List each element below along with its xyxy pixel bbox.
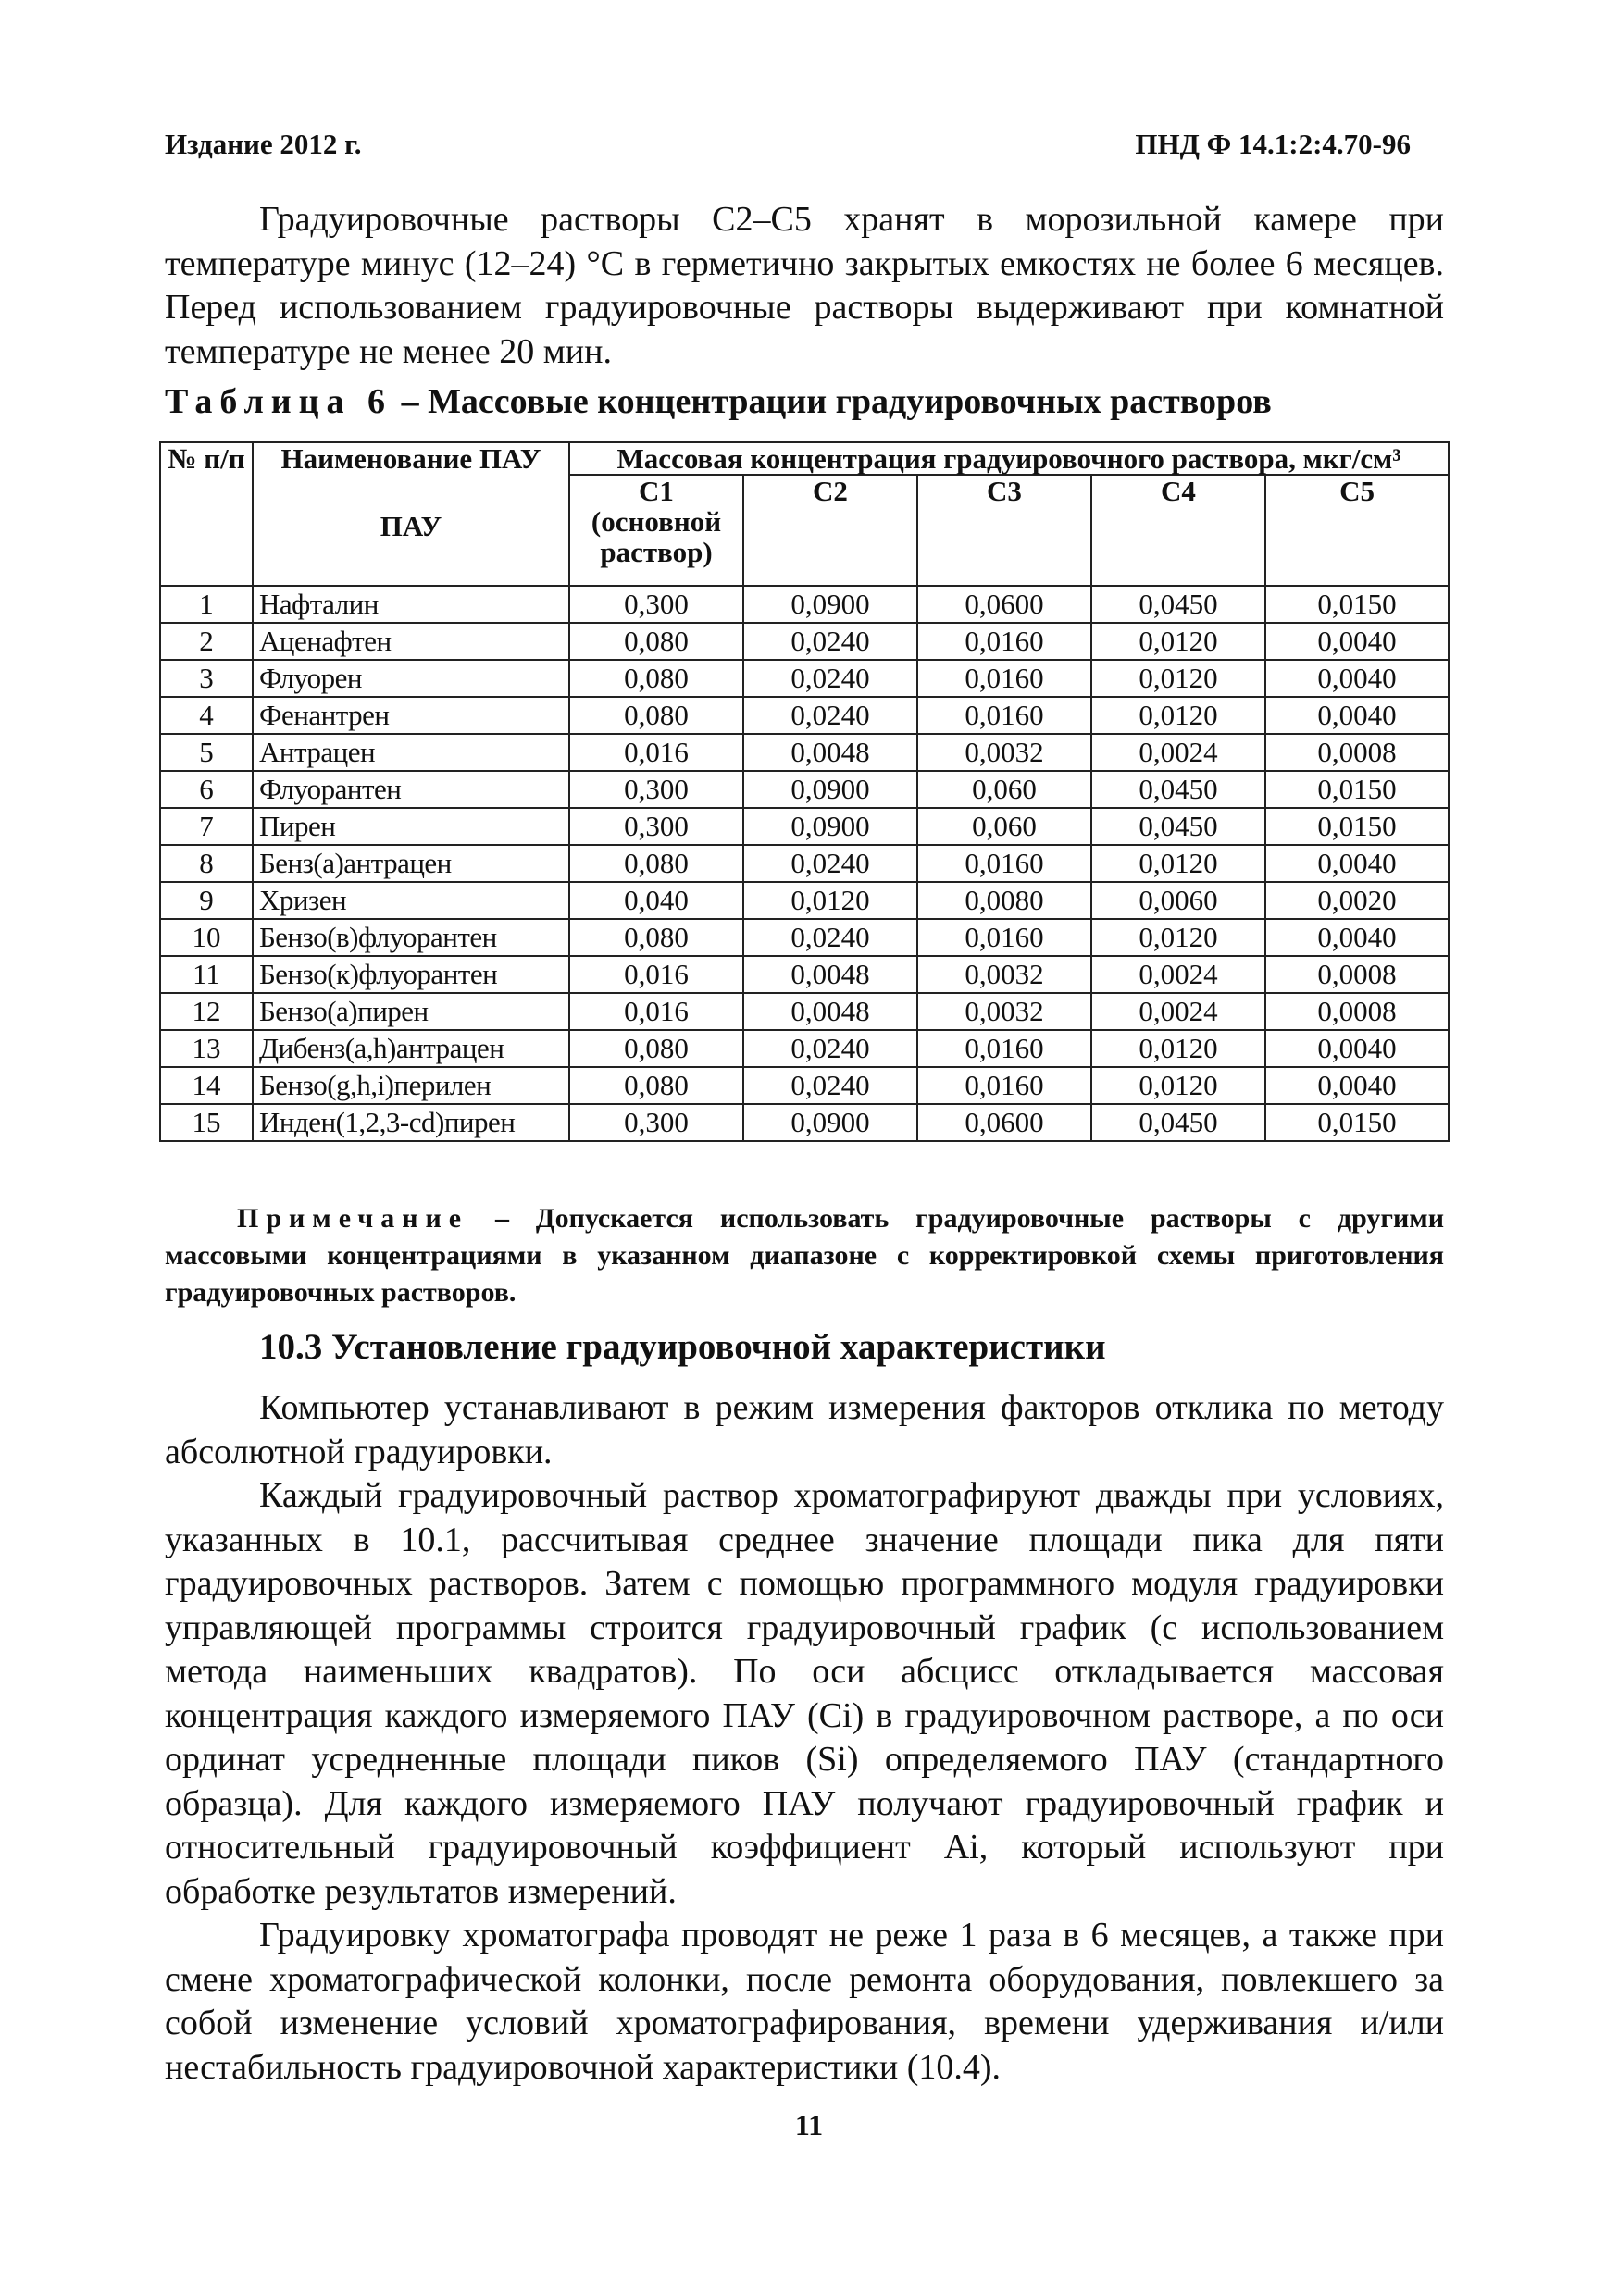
value-c1: 0,016	[569, 993, 743, 1030]
value-c1: 0,016	[569, 956, 743, 993]
value-c3: 0,0032	[917, 993, 1091, 1030]
value-c4: 0,0120	[1091, 1030, 1265, 1067]
value-c3: 0,0600	[917, 1104, 1091, 1141]
substance-name: Инден(1,2,3-cd)пирен	[253, 1104, 569, 1141]
value-c5: 0,0150	[1265, 1104, 1449, 1141]
header-c1-label: С1	[639, 475, 674, 507]
row-number: 12	[160, 993, 253, 1030]
value-c5: 0,0040	[1265, 623, 1449, 660]
substance-name: Бензо(g,h,i)перилен	[253, 1067, 569, 1104]
row-number: 7	[160, 808, 253, 845]
value-c5: 0,0150	[1265, 586, 1449, 623]
header-c1-note: (основной раствор)	[591, 505, 722, 568]
value-c2: 0,0048	[743, 956, 917, 993]
value-c2: 0,0900	[743, 808, 917, 845]
table-row	[160, 660, 1449, 697]
table-row	[160, 1030, 1449, 1067]
value-c3: 0,0160	[917, 919, 1091, 956]
value-c5: 0,0040	[1265, 1030, 1449, 1067]
table-row	[160, 845, 1449, 882]
value-c1: 0,080	[569, 919, 743, 956]
value-c4: 0,0450	[1091, 771, 1265, 808]
value-c2: 0,0048	[743, 993, 917, 1030]
value-c2: 0,0048	[743, 734, 917, 771]
value-c3: 0,0600	[917, 586, 1091, 623]
page-number: 11	[794, 2108, 824, 2141]
value-c1: 0,040	[569, 882, 743, 919]
substance-name: Хризен	[253, 882, 569, 919]
substance-name: Антрацен	[253, 734, 569, 771]
value-c3: 0,0160	[917, 1030, 1091, 1067]
value-c1: 0,300	[569, 771, 743, 808]
header-c3: С3	[917, 475, 1091, 586]
row-number: 11	[160, 956, 253, 993]
value-c5: 0,0040	[1265, 845, 1449, 882]
header-mass-concentration: Массовая концентрация градуировочного раствора, мкг/см³	[569, 442, 1449, 475]
value-c5: 0,0150	[1265, 771, 1449, 808]
value-c4: 0,0450	[1091, 808, 1265, 845]
header-row-number: № п/п	[160, 442, 253, 586]
edition-label: Издание 2012 г.	[165, 128, 362, 160]
value-c2: 0,0900	[743, 1104, 917, 1141]
value-c3: 0,0160	[917, 845, 1091, 882]
value-c4: 0,0450	[1091, 1104, 1265, 1141]
value-c3: 0,0160	[917, 697, 1091, 734]
header-substance-name	[253, 442, 569, 586]
table-title-text: – Массовые концентрации градуировочных растворов	[392, 382, 1272, 421]
value-c5: 0,0020	[1265, 882, 1449, 919]
paragraph: Градуировку хроматографа проводят не реже 1 раза в 6 месяцев, а также при смене хроматографической колонки, после ремонта оборудования, повлекшего за собой изменение условий хроматографирования, времени удерживания и/или нестабильность градуировочной характеристики (10.4).	[165, 1916, 1444, 2087]
row-number: 2	[160, 623, 253, 660]
row-number: 5	[160, 734, 253, 771]
section-heading: 10.3 Установление градуировочной характеристики	[259, 1327, 1106, 1367]
header-c5: С5	[1265, 475, 1449, 586]
substance-name: Флуорантен	[253, 771, 569, 808]
value-c1: 0,300	[569, 586, 743, 623]
value-c2: 0,0240	[743, 919, 917, 956]
value-c2: 0,0240	[743, 1030, 917, 1067]
value-c3: 0,0160	[917, 623, 1091, 660]
table-row	[160, 956, 1449, 993]
row-number: 1	[160, 586, 253, 623]
table-row	[160, 697, 1449, 734]
table-row	[160, 734, 1449, 771]
value-c4: 0,0120	[1091, 623, 1265, 660]
note-text: – Допускается использовать градуировочные растворы с другими массовыми концентрациями в указанном диапазоне с корректировкой схемы приготовления градуировочных растворов.	[165, 1203, 1444, 1308]
substance-name: Бензо(к)флуорантен	[253, 956, 569, 993]
table-title	[165, 381, 1461, 422]
row-number: 4	[160, 697, 253, 734]
value-c4: 0,0120	[1091, 919, 1265, 956]
substance-name: Дибенз(a,h)антрацен	[253, 1030, 569, 1067]
value-c5: 0,0008	[1265, 956, 1449, 993]
value-c4: 0,0024	[1091, 734, 1265, 771]
calibration-section	[165, 1386, 1444, 2090]
value-c4: 0,0450	[1091, 586, 1265, 623]
substance-name: Нафталин	[253, 586, 569, 623]
value-c3: 0,0160	[917, 1067, 1091, 1104]
value-c3: 0,060	[917, 808, 1091, 845]
row-number: 15	[160, 1104, 253, 1141]
table-title-label: Таблица 6	[165, 382, 393, 421]
value-c1: 0,080	[569, 623, 743, 660]
value-c1: 0,300	[569, 1104, 743, 1141]
substance-name: Пирен	[253, 808, 569, 845]
value-c2: 0,0900	[743, 771, 917, 808]
value-c4: 0,0060	[1091, 882, 1265, 919]
paragraph: Каждый градуировочный раствор хроматографируют дважды при условиях, указанных в 10.1, рассчитывая среднее значение площади пика для пяти градуировочных растворов. Затем с помощью программного модуля градуировки управляющей программы строится градуировочный график (с использованием метода наименьших квадратов). По оси абсцисс откладывается массовая концентрация каждого измеряемого ПАУ (Ci) в градуировочном растворе, а по оси ординат усредненные площади пиков (Si) определяемого ПАУ (стандартного образца). Для каждого измеряемого ПАУ получают градуировочный график и относительный градуировочный коэффициент Ai, который используют при обработке результатов измерений.	[165, 1476, 1444, 1911]
value-c4: 0,0120	[1091, 697, 1265, 734]
table-row	[160, 993, 1449, 1030]
table-row	[160, 623, 1449, 660]
row-number: 6	[160, 771, 253, 808]
header-c1	[569, 475, 743, 586]
intro-paragraph: Градуировочные растворы С2–С5 хранят в морозильной камере при температуре минус (12–24) °С в герметично закрытых емкостях не более 6 месяцев. Перед использованием градуировочные растворы выдерживают при комнатной температуре не менее 20 мин.	[165, 200, 1444, 371]
value-c4: 0,0120	[1091, 660, 1265, 697]
document-code: ПНД Ф 14.1:2:4.70-96	[1135, 128, 1411, 160]
header-c4: С4	[1091, 475, 1265, 586]
value-c5: 0,0008	[1265, 734, 1449, 771]
value-c5: 0,0040	[1265, 660, 1449, 697]
value-c1: 0,080	[569, 1030, 743, 1067]
table-row	[160, 586, 1449, 623]
paragraph: Компьютер устанавливают в режим измерения факторов отклика по методу абсолютной градуировки.	[165, 1388, 1444, 1471]
value-c1: 0,300	[569, 808, 743, 845]
value-c2: 0,0240	[743, 660, 917, 697]
row-number: 10	[160, 919, 253, 956]
note-label: Примечание	[237, 1203, 469, 1234]
table-row	[160, 771, 1449, 808]
value-c4: 0,0120	[1091, 845, 1265, 882]
value-c2: 0,0120	[743, 882, 917, 919]
value-c4: 0,0024	[1091, 993, 1265, 1030]
value-c5: 0,0150	[1265, 808, 1449, 845]
value-c3: 0,060	[917, 771, 1091, 808]
value-c4: 0,0120	[1091, 1067, 1265, 1104]
substance-name: Флуорен	[253, 660, 569, 697]
intro-section	[165, 198, 1444, 374]
header-substance-name-text: Наименование ПАУ	[280, 442, 541, 475]
value-c5: 0,0040	[1265, 697, 1449, 734]
value-c4: 0,0024	[1091, 956, 1265, 993]
value-c2: 0,0240	[743, 1067, 917, 1104]
substance-name: Фенантрен	[253, 697, 569, 734]
row-number: 9	[160, 882, 253, 919]
value-c5: 0,0008	[1265, 993, 1449, 1030]
value-c5: 0,0040	[1265, 919, 1449, 956]
value-c1: 0,016	[569, 734, 743, 771]
value-c3: 0,0160	[917, 660, 1091, 697]
value-c2: 0,0240	[743, 623, 917, 660]
table-row	[160, 919, 1449, 956]
header-substance-name-repeat: ПАУ	[380, 510, 442, 542]
table-note	[165, 1200, 1444, 1311]
table-row	[160, 1067, 1449, 1104]
table-row	[160, 882, 1449, 919]
value-c1: 0,080	[569, 845, 743, 882]
value-c1: 0,080	[569, 660, 743, 697]
substance-name: Бенз(а)антрацен	[253, 845, 569, 882]
substance-name: Бензо(в)флуорантен	[253, 919, 569, 956]
value-c3: 0,0032	[917, 956, 1091, 993]
row-number: 13	[160, 1030, 253, 1067]
value-c5: 0,0040	[1265, 1067, 1449, 1104]
value-c1: 0,080	[569, 1067, 743, 1104]
table-row	[160, 808, 1449, 845]
value-c2: 0,0240	[743, 697, 917, 734]
concentration-table	[159, 441, 1450, 1142]
row-number: 3	[160, 660, 253, 697]
value-c2: 0,0900	[743, 586, 917, 623]
row-number: 14	[160, 1067, 253, 1104]
value-c3: 0,0032	[917, 734, 1091, 771]
row-number: 8	[160, 845, 253, 882]
table-row	[160, 1104, 1449, 1141]
substance-name: Бензо(а)пирен	[253, 993, 569, 1030]
value-c1: 0,080	[569, 697, 743, 734]
substance-name: Аценафтен	[253, 623, 569, 660]
header-c2: С2	[743, 475, 917, 586]
value-c2: 0,0240	[743, 845, 917, 882]
value-c3: 0,0080	[917, 882, 1091, 919]
